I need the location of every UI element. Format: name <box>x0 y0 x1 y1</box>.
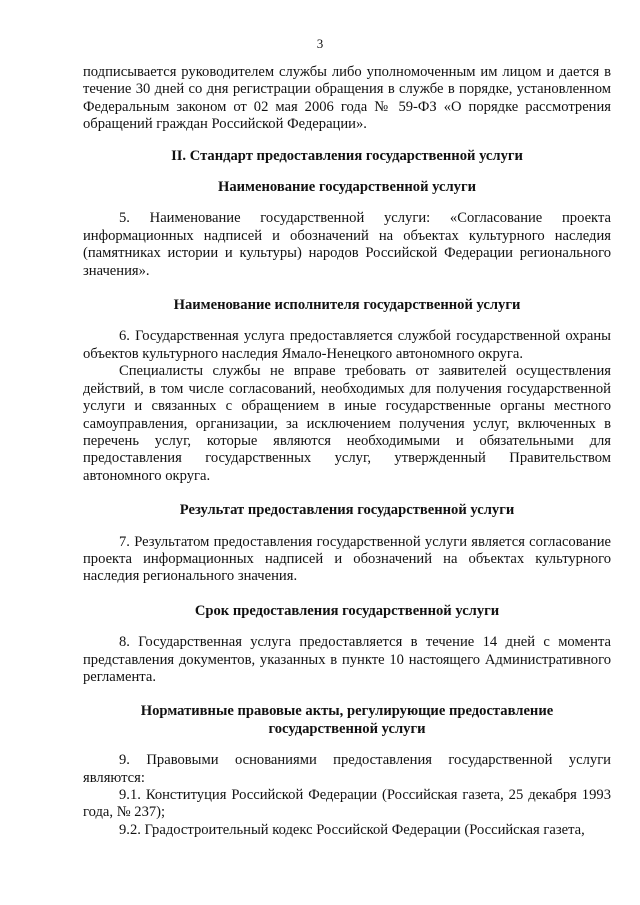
heading-legal-acts-line-1: Нормативные правовые акты, регулирующие предоставление <box>140 703 554 720</box>
heading-executor: Наименование исполнителя государственной услуги <box>173 297 521 314</box>
paragraph-7: 7. Результатом предоставления государственной услуги является согласование проекта информационных надписей и обозначений на объектах культурного наследия регионального значения. <box>83 533 611 585</box>
paragraph-9-1: 9.1. Конституция Российской Федерации (Российская газета, 25 декабря 1993 года, № 237); <box>83 787 611 821</box>
heading-term: Срок предоставления государственной услуги <box>194 602 500 619</box>
heading-result: Результат предоставления государственной услуги <box>179 502 515 519</box>
section-title: II. Стандарт предоставления государственной услуги <box>171 147 523 164</box>
paragraph-6: 6. Государственная услуга предоставляется службой государственной охраны объектов культурного наследия Ямало-Ненецкого автономного округа. <box>83 328 611 362</box>
intro-paragraph: подписывается руководителем службы либо уполномоченным им лицом и дается в течение 30 дней со дня регистрации обращения в службе в порядке, установленном Федеральным законом от 02 мая 2006 года № 59-ФЗ «О порядке рассмотрения обращений граждан Российской Федерации». <box>83 64 611 133</box>
paragraph-5: 5. Наименование государственной услуги: «Согласование проекта информационных надписей и обозначений на объектах культурного наследия (памятниках истории и культуры) народов Российской Федерации регионального значения». <box>83 210 611 279</box>
heading-legal-acts-line-2: государственной услуги <box>268 720 426 737</box>
paragraph-9: 9. Правовыми основаниями предоставления государственной услуги являются: <box>83 752 611 786</box>
page-number: 3 <box>316 36 324 51</box>
heading-service-name: Наименование государственной услуги <box>218 179 476 196</box>
page-content <box>83 64 611 839</box>
paragraph-6-specialists: Специалисты службы не вправе требовать от заявителей осуществления действий, в том числе согласований, необходимых для получения государственной услуги и связанных с обращением в иные государственные органы местного самоуправления, организации, за исключением получения услуг, включенных в перечень услуг, которые являются необходимыми и обязательными для предоставления государственных услуг, утвержденный Правительством автономного округа. <box>83 363 611 484</box>
paragraph-8: 8. Государственная услуга предоставляется в течение 14 дней с момента представления документов, указанных в пункте 10 настоящего Административного регламента. <box>83 634 611 685</box>
paragraph-9-2: 9.2. Градостроительный кодекс Российской Федерации (Российская газета, <box>119 821 585 838</box>
